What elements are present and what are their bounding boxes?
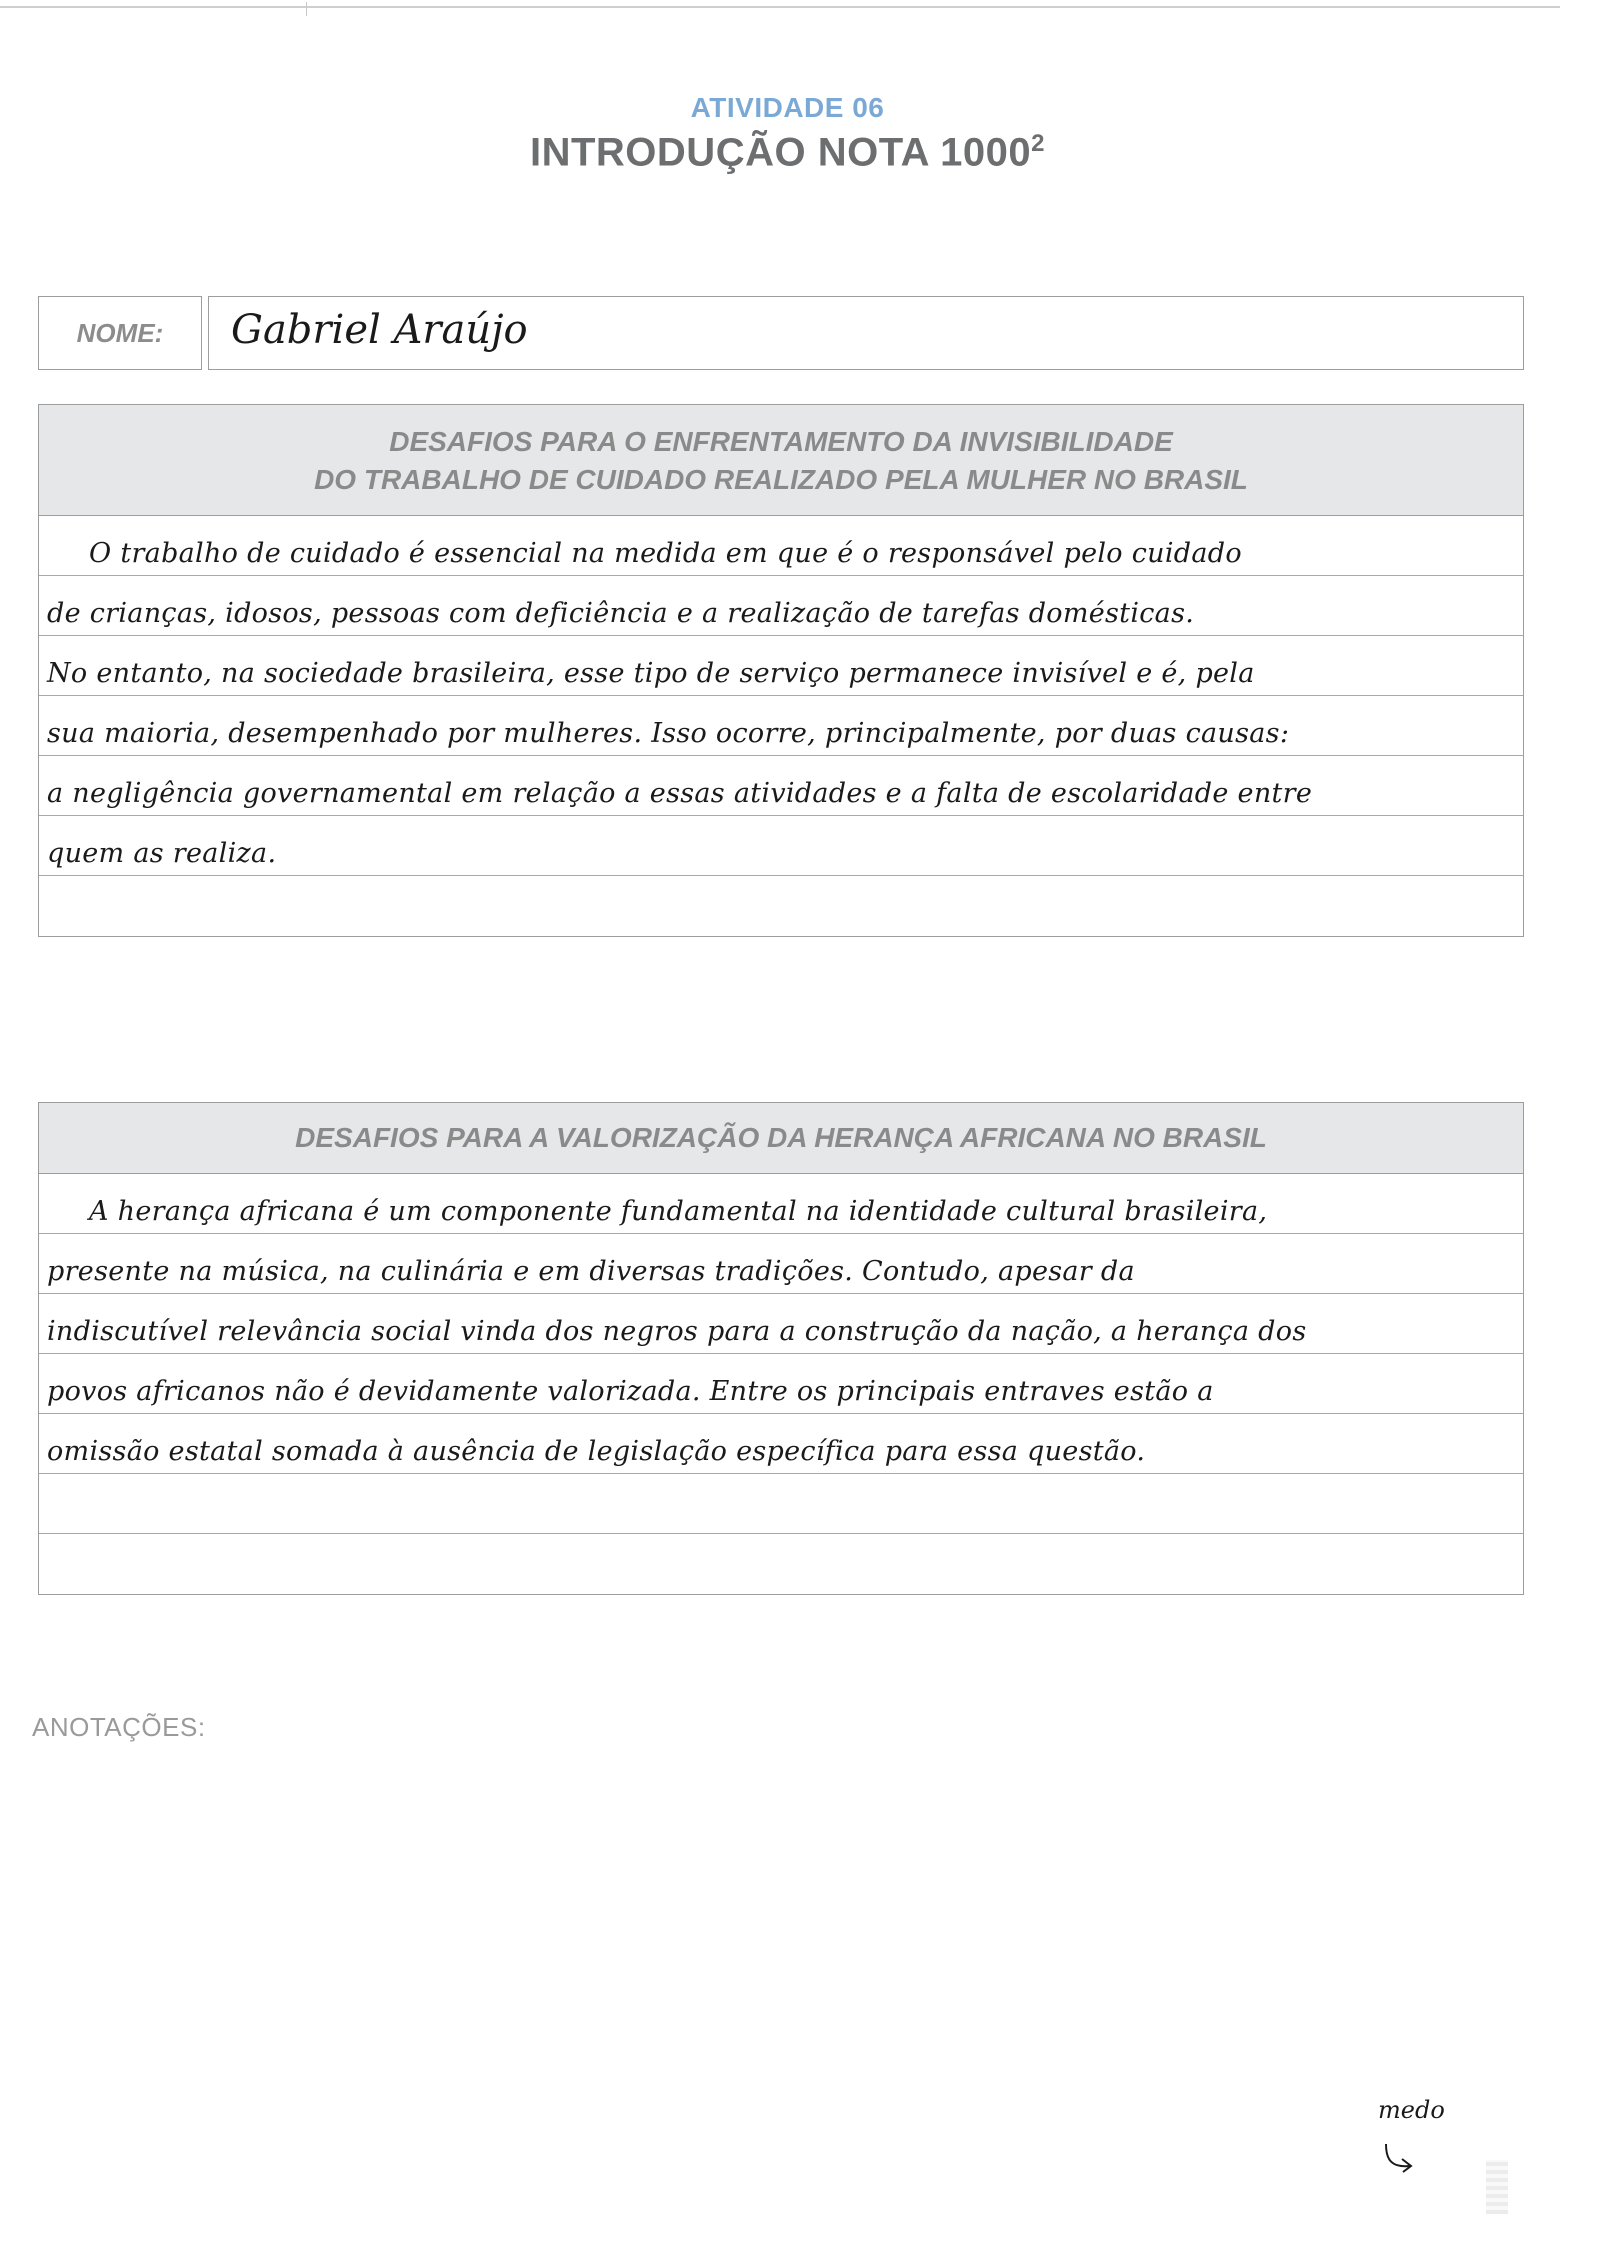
section-invisibility (38, 404, 1524, 937)
writing-line (39, 576, 1523, 636)
handwritten-text: No entanto, na sociedade brasileira, esse tipo de serviço permanece invisível e é, pela (47, 658, 1255, 689)
page-title (0, 130, 1575, 175)
writing-area[interactable] (38, 516, 1524, 937)
writing-line (39, 1414, 1523, 1474)
writing-line (39, 816, 1523, 876)
scan-top-rule (0, 6, 1560, 8)
handwritten-text: povos africanos não é devidamente valorizada. Entre os principais entraves estão a (47, 1376, 1214, 1407)
handwritten-text: sua maioria, desempenhado por mulheres. Isso ocorre, principalmente, por duas causas: (47, 718, 1290, 749)
handwritten-text: A herança africana é um componente fundamental na identidade cultural brasileira, (89, 1196, 1268, 1227)
handwritten-text: a negligência governamental em relação a essas atividades e a falta de escolaridade entre (47, 778, 1313, 809)
handwritten-text: de crianças, idosos, pessoas com deficiência e a realização de tarefas domésticas. (47, 598, 1195, 629)
curved-arrow-icon (1380, 2140, 1420, 2180)
margin-note: medo (1378, 2096, 1445, 2124)
writing-line (39, 1534, 1523, 1594)
writing-line (39, 516, 1523, 576)
annotations-label: ANOTAÇÕES: (32, 1712, 206, 1742)
section-header-line: DO TRABALHO DE CUIDADO REALIZADO PELA MULHER NO BRASIL (314, 464, 1248, 495)
section-header (38, 404, 1524, 516)
writing-line (39, 1354, 1523, 1414)
title-superscript: 2 (1031, 130, 1046, 157)
handwritten-text: omissão estatal somada à ausência de legislação específica para essa questão. (47, 1436, 1146, 1467)
writing-line (39, 696, 1523, 756)
handwritten-text: quem as realiza. (47, 838, 277, 869)
page-title-text: INTRODUÇÃO NOTA 1000 (529, 130, 1032, 175)
section-header (38, 1102, 1524, 1174)
writing-line (39, 1234, 1523, 1294)
writing-line (39, 1474, 1523, 1534)
name-label: NOME: (38, 296, 202, 370)
name-field[interactable] (208, 296, 1524, 370)
handwritten-text: presente na música, na culinária e em diversas tradições. Contudo, apesar da (47, 1256, 1135, 1287)
handwritten-text: O trabalho de cuidado é essencial na medida em que é o responsável pelo cuidado (89, 538, 1242, 569)
writing-line (39, 1294, 1523, 1354)
handwritten-text: indiscutível relevância social vinda dos negros para a construção da nação, a herança dos (47, 1316, 1307, 1347)
writing-line (39, 756, 1523, 816)
scan-tick (306, 2, 307, 16)
section-header-line: DESAFIOS PARA A VALORIZAÇÃO DA HERANÇA AFRICANA NO BRASIL (295, 1122, 1267, 1153)
activity-label: ATIVIDADE 06 (690, 92, 885, 123)
writing-line (39, 876, 1523, 936)
section-header-line: DESAFIOS PARA O ENFRENTAMENTO DA INVISIBILIDADE (389, 426, 1173, 457)
scan-artifact (1486, 2160, 1508, 2214)
name-value: Gabriel Araújo (231, 307, 528, 353)
writing-area[interactable] (38, 1174, 1524, 1595)
writing-line (39, 636, 1523, 696)
writing-line (39, 1174, 1523, 1234)
section-african-heritage (38, 1102, 1524, 1595)
